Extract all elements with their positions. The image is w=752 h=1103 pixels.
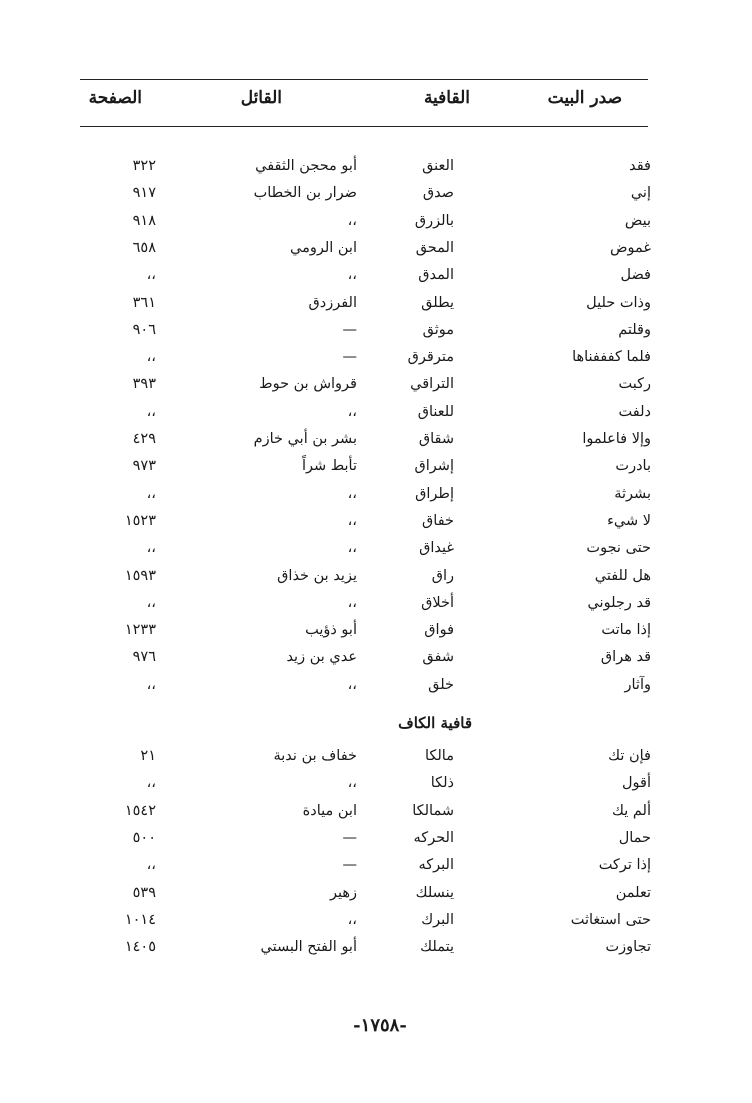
table-row [0, 933, 752, 962]
cell-page: ٤٢٩ [132, 431, 156, 447]
cell-qail: — [342, 857, 357, 874]
cell-page: ٣٢٢ [132, 158, 156, 174]
cell-page: ١٢٣٣ [124, 622, 156, 639]
cell-qafiya: شقاق [418, 431, 454, 447]
cell-sadr: حتى نجوت [586, 540, 651, 557]
cell-sadr: تعلمن [615, 884, 651, 901]
cell-page: ٥٠٠ [132, 829, 156, 846]
table-row [0, 562, 752, 591]
cell-qail: ابن ميادة [302, 802, 357, 819]
cell-qafiya: موثق [422, 321, 454, 338]
cell-qail: — [342, 349, 357, 366]
cell-sadr: بادرت [615, 458, 651, 475]
cell-qail: أبو الفتح البستي [260, 939, 357, 956]
table-row [0, 289, 752, 318]
cell-sadr: ركبت [618, 376, 651, 393]
cell-page: ٩٧٣ [132, 458, 156, 475]
cell-page: ،، [146, 540, 156, 557]
cell-qail: — [342, 321, 357, 338]
cell-sadr: لا شيء [607, 512, 651, 529]
table-row [0, 589, 752, 618]
header-sadr: صدر البيت [547, 88, 622, 108]
cell-page: ٩١٨ [132, 212, 156, 229]
cell-qail: يزيد بن خذاق [277, 567, 357, 584]
table-row [0, 261, 752, 290]
cell-sadr: أقول [622, 775, 651, 792]
cell-qafiya: خفاق [422, 512, 454, 529]
cell-qail: ،، [347, 911, 357, 928]
cell-qafiya: غيداق [419, 540, 454, 557]
cell-page: ٣٦١ [132, 294, 156, 311]
table-row [0, 152, 752, 181]
cell-page: ،، [146, 676, 156, 693]
table-row [0, 398, 752, 427]
table-row [0, 425, 752, 454]
header-page: الصفحة [88, 88, 142, 108]
cell-sadr: إذا ماتت [601, 622, 651, 639]
cell-qail: زهير [329, 884, 357, 901]
cell-qail: بشر بن أبي خازم [253, 431, 357, 447]
cell-qail: ،، [347, 540, 357, 557]
cell-page: ،، [146, 403, 156, 420]
cell-sadr: بشرثة [614, 485, 651, 502]
cell-qafiya: إطراق [415, 485, 454, 502]
cell-qafiya: بالزرق [414, 212, 454, 229]
table-row [0, 742, 752, 771]
cell-sadr: قد هراق [600, 649, 651, 666]
cell-sadr: إذا تركت [598, 857, 651, 874]
cell-qafiya: أخلاق [421, 594, 454, 611]
cell-qail: تأبط شراً [301, 458, 357, 475]
cell-sadr: ألم يك [612, 802, 651, 819]
cell-page: ،، [146, 267, 156, 284]
cell-page: ١٥٤٢ [124, 802, 156, 819]
cell-qail: — [342, 829, 357, 846]
cell-page: ٩٧٦ [132, 649, 156, 666]
cell-sadr: قد رجلوني [587, 594, 651, 611]
cell-sadr: حمال [618, 829, 651, 846]
cell-qail: ،، [347, 267, 357, 284]
header-top-rule [80, 79, 648, 80]
cell-sadr: تجاوزت [605, 939, 651, 956]
cell-sadr: وذات حليل [586, 294, 651, 311]
cell-qafiya: للعناق [417, 403, 454, 420]
table-row [0, 316, 752, 345]
cell-qafiya: الحركه [413, 829, 454, 846]
cell-qail: ،، [347, 594, 357, 611]
cell-qail: ابن الرومي [289, 239, 357, 256]
cell-qail: ،، [347, 485, 357, 502]
cell-sadr: وقلتم [618, 321, 651, 338]
cell-page: ،، [146, 349, 156, 366]
cell-qafiya: راق [431, 567, 454, 584]
cell-qail: أبو محجن الثقفي [255, 158, 357, 174]
table-row [0, 671, 752, 700]
table-row [0, 851, 752, 880]
cell-page: ،، [146, 485, 156, 502]
table-row [0, 507, 752, 536]
header-qail: القائل [240, 88, 282, 108]
cell-qail: ،، [347, 676, 357, 693]
table-row [0, 370, 752, 399]
cell-page: ١٤٠٥ [124, 939, 156, 956]
cell-sadr: فقد [629, 158, 651, 174]
cell-sadr: هل للفتي [594, 567, 651, 584]
cell-sadr: فلما كفففناها [572, 349, 651, 366]
table-row [0, 207, 752, 236]
cell-page: ،، [146, 857, 156, 874]
cell-qafiya: ذلكا [430, 775, 454, 792]
table-row [0, 179, 752, 208]
cell-page: ٥٣٩ [132, 884, 156, 901]
cell-page: ٩٠٦ [132, 321, 156, 338]
cell-qafiya: شمالكا [412, 802, 454, 819]
table-row [0, 824, 752, 853]
cell-page: ،، [146, 594, 156, 611]
cell-qafiya: التراقي [410, 376, 454, 393]
cell-page: ١٥٢٣ [124, 512, 156, 529]
cell-page: ٩١٧ [132, 185, 156, 202]
table-row [0, 452, 752, 481]
table-row [0, 480, 752, 509]
cell-qail: ضرار بن الخطاب [253, 185, 357, 202]
cell-sadr: دلفت [618, 403, 651, 420]
cell-sadr: إني [630, 185, 651, 202]
cell-qail: عدي بن زيد [286, 649, 357, 666]
cell-page: ٢١ [140, 748, 156, 764]
table-row [0, 534, 752, 563]
cell-qail: ،، [347, 775, 357, 792]
cell-qafiya: المدق [418, 267, 454, 284]
cell-sadr: حتى استغاثت [570, 911, 651, 928]
cell-qail: الفرزدق [308, 294, 357, 311]
section-title-kaf: قافية الكاف [398, 714, 472, 732]
cell-qafiya: مالكا [424, 748, 454, 764]
cell-qafiya: إشراق [414, 458, 454, 475]
table-row [0, 879, 752, 908]
cell-sadr: وآثار [624, 676, 651, 693]
cell-qafiya: خلق [428, 676, 454, 693]
cell-qail: أبو ذؤيب [305, 622, 357, 639]
header-qafiya: القافية [423, 88, 470, 108]
cell-qafiya: شفق [422, 649, 454, 666]
cell-sadr: بيض [624, 212, 651, 229]
cell-qail: قرواش بن حوط [259, 376, 357, 393]
cell-qafiya: صدق [422, 185, 454, 202]
cell-page: ،، [146, 775, 156, 792]
cell-qafiya: البركه [418, 857, 454, 874]
table-row [0, 643, 752, 672]
cell-qafiya: ينسلك [415, 884, 454, 901]
cell-qail: ،، [347, 212, 357, 229]
cell-qafiya: العنق [422, 158, 454, 174]
cell-sadr: غموض [610, 239, 651, 256]
table-row [0, 343, 752, 372]
table-row [0, 616, 752, 645]
cell-sadr: وإلا فاعلموا [582, 431, 651, 447]
cell-qafiya: مترقرق [407, 349, 454, 366]
cell-qafiya: يتملك [420, 939, 454, 956]
table-row [0, 769, 752, 798]
cell-qail: ،، [347, 403, 357, 420]
page-number: -١٧٥٨- [353, 1015, 407, 1036]
cell-qafiya: يطلق [421, 294, 454, 311]
cell-sadr: فضل [620, 267, 651, 284]
cell-qafiya: فواق [424, 622, 454, 639]
cell-page: ١٥٩٣ [124, 567, 156, 584]
cell-page: ٦٥٨ [132, 239, 156, 256]
cell-sadr: فإن تك [608, 748, 651, 764]
cell-qail: خفاف بن ندبة [273, 748, 357, 764]
table-row [0, 234, 752, 263]
cell-qail: ،، [347, 512, 357, 529]
header-bottom-rule [80, 126, 648, 127]
cell-page: ١٠١٤ [124, 911, 156, 928]
cell-qafiya: المحق [415, 239, 454, 256]
table-row [0, 906, 752, 935]
cell-qafiya: البرك [421, 911, 454, 928]
table-row [0, 797, 752, 826]
cell-page: ٣٩٣ [132, 376, 156, 393]
